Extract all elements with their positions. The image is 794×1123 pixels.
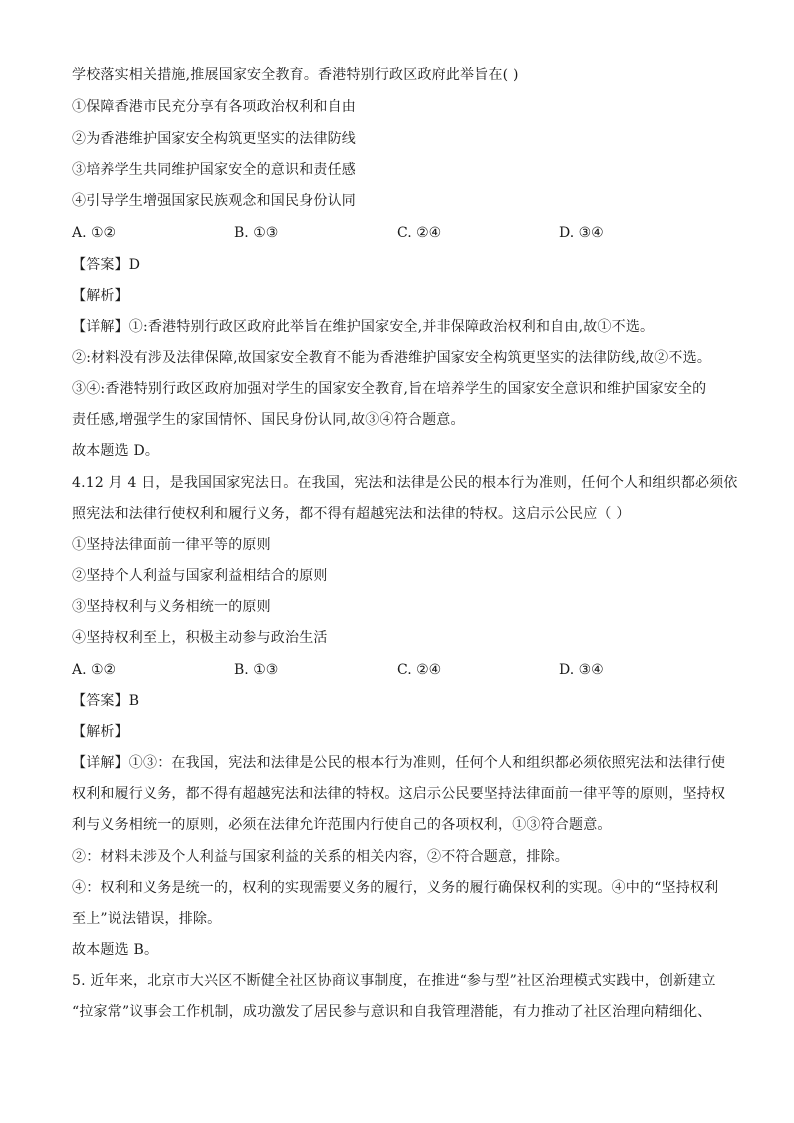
q3-item-2: ②为香港维护国家安全构筑更坚实的法律防线 <box>72 131 356 147</box>
q3-options <box>72 224 732 242</box>
q3-option-d: D. ③④ <box>559 225 604 241</box>
q4-detail-1: 【详解】①③：在我国，宪法和法律是公民的根本行为准则，任何个人和组织都必须依照宪法和法律行使 <box>72 755 726 771</box>
q4-option-d: D. ③④ <box>559 662 604 678</box>
q4-option-a: A. ①② <box>72 662 117 678</box>
q3-stem-tail: 学校落实相关措施,推展国家安全教育。香港特别行政区政府此举旨在( ) <box>72 67 519 83</box>
q4-detail-6: 至上”说法错误，排除。 <box>72 911 222 927</box>
q4-answer: 【答案】B <box>72 693 140 709</box>
q4-item-1: ①坚持法律面前一律平等的原则 <box>72 537 271 553</box>
q3-item-4: ④引导学生增强国家民族观念和国民身份认同 <box>72 193 356 209</box>
q4-stem-1: 4.12 月 4 日，是我国国家宪法日。在我国，宪法和法律是公民的根本行为准则，任何个人和组织都必须依 <box>72 475 738 491</box>
q3-conclusion: 故本题选 D。 <box>72 443 160 459</box>
q4-options <box>72 661 732 679</box>
q4-detail-5: ④：权利和义务是统一的，权利的实现需要义务的履行，义务的履行确保权利的实现。④中的“坚持权利 <box>72 880 719 896</box>
q3-item-3: ③培养学生共同维护国家安全的意识和责任感 <box>72 162 356 178</box>
q4-detail-4: ②：材料未涉及个人利益与国家利益的关系的相关内容，②不符合题意，排除。 <box>72 849 569 865</box>
q3-analysis-label: 【解析】 <box>72 288 129 304</box>
q4-stem-2: 照宪法和法律行使权利和履行义务，都不得有超越宪法和法律的特权。这启示公民应（ ） <box>72 506 631 522</box>
q4-item-3: ③坚持权利与义务相统一的原则 <box>72 599 271 615</box>
q3-answer: 【答案】D <box>72 257 141 273</box>
q5-stem-2: “拉家常”议事会工作机制，成功激发了居民参与意识和自我管理潜能，有力推动了社区治理向精细化、 <box>72 1004 712 1020</box>
q4-item-4: ④坚持权利至上，积极主动参与政治生活 <box>72 630 328 646</box>
q4-option-b: B. ①③ <box>234 662 279 678</box>
q5-stem-1: 5. 近年来，北京市大兴区不断健全社区协商议事制度，在推进“参与型”社区治理模式实践中，创新建立 <box>72 973 716 989</box>
q4-analysis-label: 【解析】 <box>72 724 129 740</box>
q3-detail-3: ③④:香港特别行政区政府加强对学生的国家安全教育,旨在培养学生的国家安全意识和维护国家安全的 <box>72 381 707 397</box>
q4-conclusion: 故本题选 B。 <box>72 942 159 958</box>
q4-detail-3: 利与义务相统一的原则，必须在法律允许范围内行使自己的各项权利，①③符合题意。 <box>72 817 612 833</box>
q3-detail-1: 【详解】①:香港特别行政区政府此举旨在维护国家安全,并非保障政治权利和自由,故①不选。 <box>72 319 655 335</box>
q3-detail-2: ②:材料没有涉及法律保障,故国家安全教育不能为香港维护国家安全构筑更坚实的法律防线,故②不选。 <box>72 350 712 366</box>
q3-item-1: ①保障香港市民充分享有各项政治权利和自由 <box>72 99 356 115</box>
q4-option-c: C. ②④ <box>397 662 442 678</box>
q3-detail-4: 责任感,增强学生的家国情怀、国民身份认同,故③④符合题意。 <box>72 412 465 428</box>
q4-item-2: ②坚持个人利益与国家利益相结合的原则 <box>72 568 328 584</box>
q3-option-b: B. ①③ <box>234 225 279 241</box>
q4-detail-2: 权利和履行义务，都不得有超越宪法和法律的特权。这启示公民要坚持法律面前一律平等的原则，坚持权 <box>72 786 726 802</box>
q3-option-c: C. ②④ <box>397 225 442 241</box>
q3-option-a: A. ①② <box>72 225 117 241</box>
